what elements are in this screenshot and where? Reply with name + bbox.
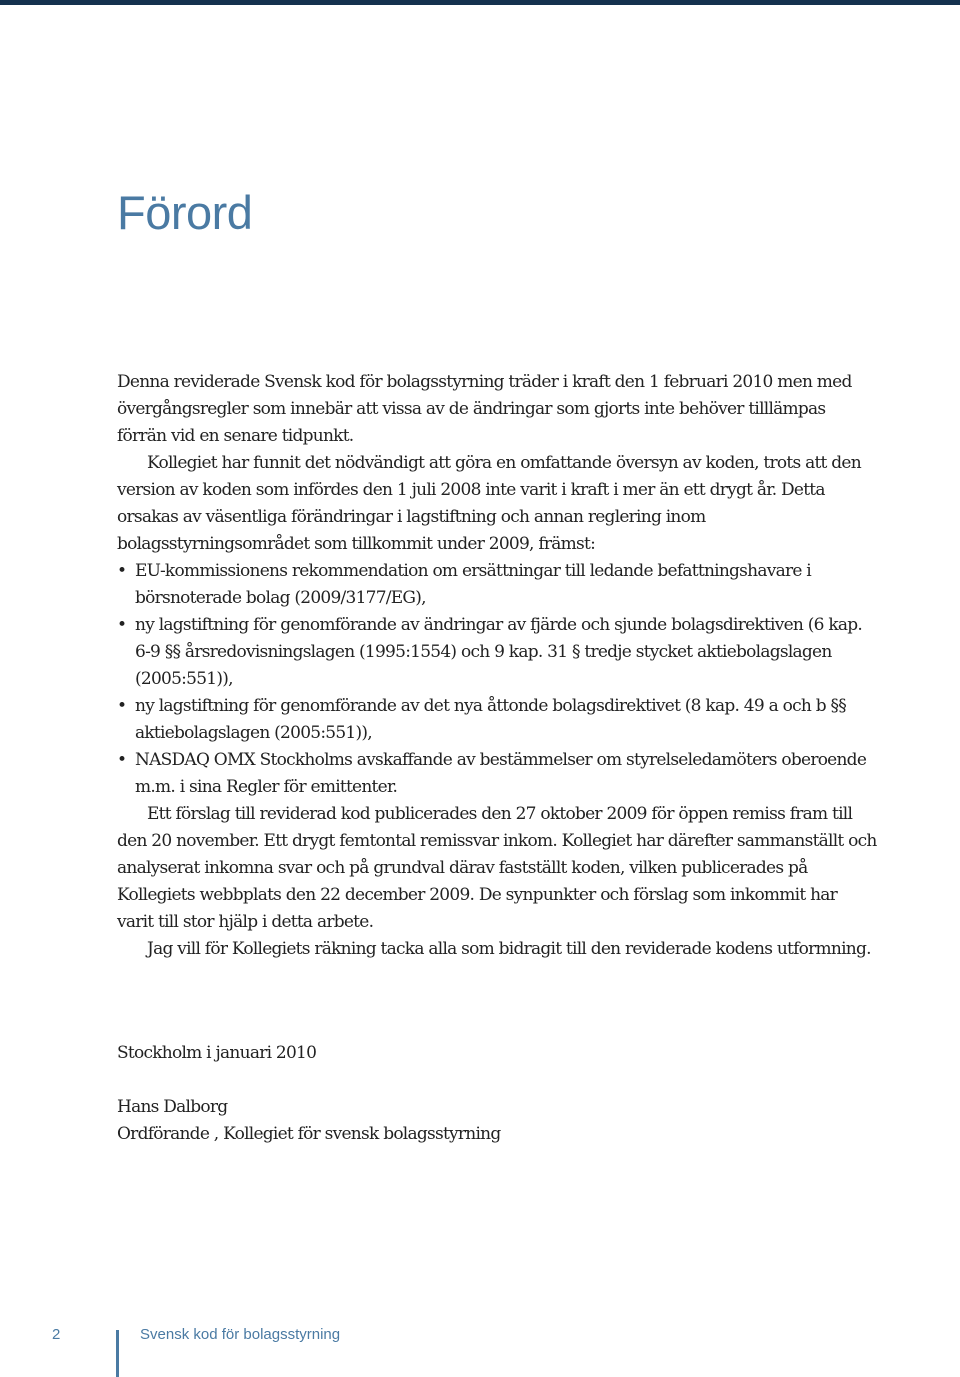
paragraph-consultation: Ett förslag till reviderad kod publicerades den 27 oktober 2009 för öppen remiss fram till den 20 november. Ett drygt femtontal remissvar inkom. Kollegiet har därefter sammanställt och analyserat inkomna svar och på grundval därav fastställt koden, vilken publicerades på Kollegiets webbplats den 22 december 2009. De synpunkter och förslag som inkommit har varit till stor hjälp i detta arbete. (117, 804, 877, 932)
paragraph-intro: Denna reviderade Svensk kod för bolagsstyrning träder i kraft den 1 februari 2010 men med övergångsregler som innebär att vissa av de ändringar som gjorts inte behöver tilllämpas förrän vid en senare tidpunkt. (117, 372, 852, 446)
paragraph-review: Kollegiet har funnit det nödvändigt att göra en omfattande översyn av koden, trots att den version av koden som infördes den 1 juli 2008 inte varit i kraft i mer än ett drygt år. Detta orsakas av väsentliga förändringar i lagstiftning och annan reglering inom bolagsstyrningsområdet som tillkommit under 2009, främst: (117, 453, 861, 554)
list-item (117, 747, 877, 801)
bullet-icon: • (117, 615, 127, 635)
top-accent-bar (0, 0, 960, 5)
bullet-icon: • (117, 750, 127, 770)
place-date: Stockholm i januari 2010 (117, 1043, 317, 1063)
footer-divider (116, 1330, 119, 1377)
list-item (117, 612, 877, 693)
bullet-list (117, 558, 877, 801)
page-title: Förord (117, 186, 253, 239)
footer-title: Svensk kod för bolagsstyrning (140, 1326, 341, 1343)
body-text (117, 369, 877, 963)
signature-block (117, 1094, 501, 1148)
list-item (117, 558, 877, 612)
list-item-text: ny lagstiftning för genomförande av ändringar av fjärde och sjunde bolagsdirektiven (6 kap. 6-9 §§ årsredovisningslagen (1995:1554) och 9 kap. 31 § tredje stycket aktiebolagslagen (2005:551)), (135, 615, 863, 689)
signatory-role: Ordförande , Kollegiet för svensk bolagsstyrning (117, 1124, 501, 1144)
list-item-text: ny lagstiftning för genomförande av det nya åttonde bolagsdirektivet (8 kap. 49 a och b §§ aktiebolagslagen (2005:551)), (135, 696, 846, 743)
bullet-icon: • (117, 696, 127, 716)
list-item-text: NASDAQ OMX Stockholms avskaffande av bestämmelser om styrelseledamöters oberoende m.m. i sina Regler för emittenter. (135, 750, 867, 797)
list-item-text: EU-kommissionens rekommendation om ersättningar till ledande befattningshavare i börsnoterade bolag (2009/3177/EG), (135, 561, 811, 608)
bullet-icon: • (117, 561, 127, 581)
signatory-name: Hans Dalborg (117, 1097, 228, 1117)
page-number: 2 (52, 1326, 61, 1343)
list-item (117, 693, 877, 747)
paragraph-thanks: Jag vill för Kollegiets räkning tacka alla som bidragit till den reviderade kodens utformning. (147, 939, 871, 959)
